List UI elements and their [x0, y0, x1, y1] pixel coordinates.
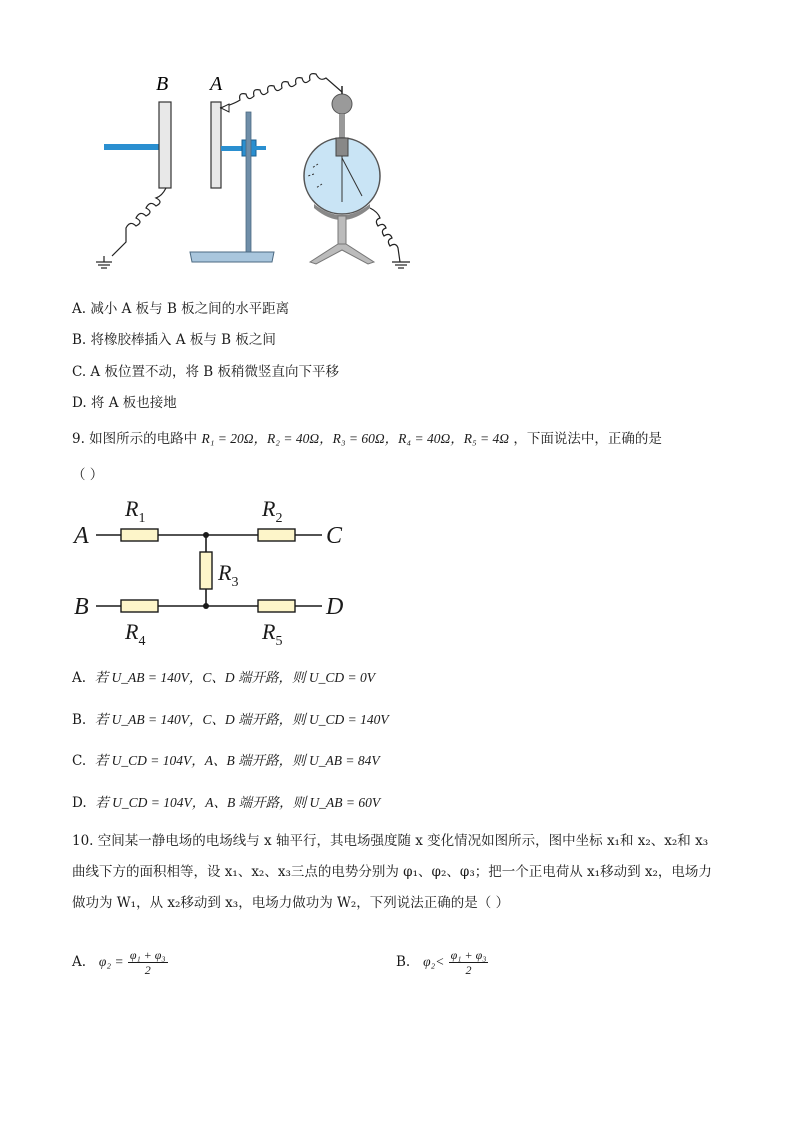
- plate-a: [211, 102, 221, 188]
- terminal-a: A: [74, 523, 89, 549]
- q10-stem-line1: 10. 空间某一静电场的电场线与 x 轴平行，其电场强度随 x 变化情况如图所示，图中坐标 x₁和 x₂、x₂和 x₃: [72, 833, 709, 849]
- electroscope-figure: [88, 66, 428, 276]
- q10-stem-line2: 曲线下方的面积相等，设 x₁、x₂、x₃三点的电势分别为 φ₁、φ₂、φ₃；把一个正电荷从 x₁移动到 x₂，电场力: [72, 864, 712, 880]
- connecting-wire: [220, 74, 342, 108]
- plate-b-ground-wire: [112, 188, 166, 256]
- terminal-c: C: [326, 523, 343, 549]
- junction-top: [203, 532, 209, 538]
- plate-b-rod: [104, 144, 160, 150]
- plate-b: [159, 102, 171, 188]
- q9-option-a: A. 若 U_AB = 140V，C、D 端开路，则 U_CD = 0V: [72, 670, 375, 686]
- plate-b-label: B: [156, 73, 169, 95]
- resistor-r4: [121, 600, 158, 612]
- clamp-arm: [254, 146, 266, 150]
- q8-option-c: C. A 板位置不动，将 B 板稍微竖直向下平移: [72, 364, 339, 380]
- resistor-r3: [200, 552, 212, 589]
- q10-option-b: B. φ₂< $\frac{\text{φ₁ + φ₃}}{2}$: [396, 948, 487, 977]
- plate-a-label: A: [210, 73, 223, 95]
- electroscope-stem: [339, 114, 345, 140]
- q9-option-c: C. 若 U_CD = 104V，A、B 端开路，则 U_AB = 84V: [72, 753, 380, 769]
- q9-stem-prefix: 9. 如图所示的电路中: [72, 431, 198, 447]
- q9-option-d: D. 若 U_CD = 104V，A、B 端开路，则 U_AB = 60V: [72, 795, 381, 811]
- ground-icon: [96, 256, 112, 268]
- q9-stem-values: R₁ = 20Ω，R₂ = 40Ω，R₃ = 60Ω，R₄ = 40Ω，R₅ = 4Ω: [201, 431, 510, 446]
- resistor-r2: [258, 529, 295, 541]
- label-r2: $R_2$: [262, 496, 283, 526]
- label-r1: $R_1$: [125, 496, 146, 526]
- q10-stem-line3: 做功为 W₁，从 x₂移动到 x₃，电场力做功为 W₂，下列说法正确的是（ ）: [72, 895, 510, 911]
- label-r5: $R_5$: [262, 619, 283, 647]
- q10-option-a: A. φ₂ = $\frac{\text{φ₁ + φ₃}}{2}$: [72, 948, 166, 977]
- stand-base: [190, 252, 274, 262]
- electroscope-knob: [332, 94, 352, 114]
- wire-arrow-icon: [221, 104, 229, 112]
- label-r3: $R_3$: [218, 560, 239, 590]
- ground-icon: [392, 262, 410, 268]
- q9-stem: [72, 427, 662, 447]
- resistor-r5: [258, 600, 295, 612]
- terminal-d: D: [326, 594, 344, 620]
- resistor-r1: [121, 529, 158, 541]
- stand-pole: [246, 112, 251, 252]
- label-r4: $R_4$: [125, 619, 146, 647]
- electroscope-cap: [336, 138, 348, 156]
- electroscope-ground-wire: [370, 208, 400, 262]
- q8-option-a: A. 减小 A 板与 B 板之间的水平距离: [72, 301, 290, 317]
- junction-bottom: [203, 603, 209, 609]
- q9-bracket: （ ）: [72, 467, 104, 483]
- q8-option-d: D. 将 A 板也接地: [72, 395, 177, 411]
- terminal-b: B: [74, 594, 89, 620]
- q8-option-b: B. 将橡胶棒插入 A 板与 B 板之间: [72, 332, 276, 348]
- q9-option-b: B. 若 U_AB = 140V，C、D 端开路，则 U_CD = 140V: [72, 712, 389, 728]
- q9-stem-suffix: ，下面说法中，正确的是: [513, 431, 662, 447]
- circuit-diagram: [72, 492, 362, 647]
